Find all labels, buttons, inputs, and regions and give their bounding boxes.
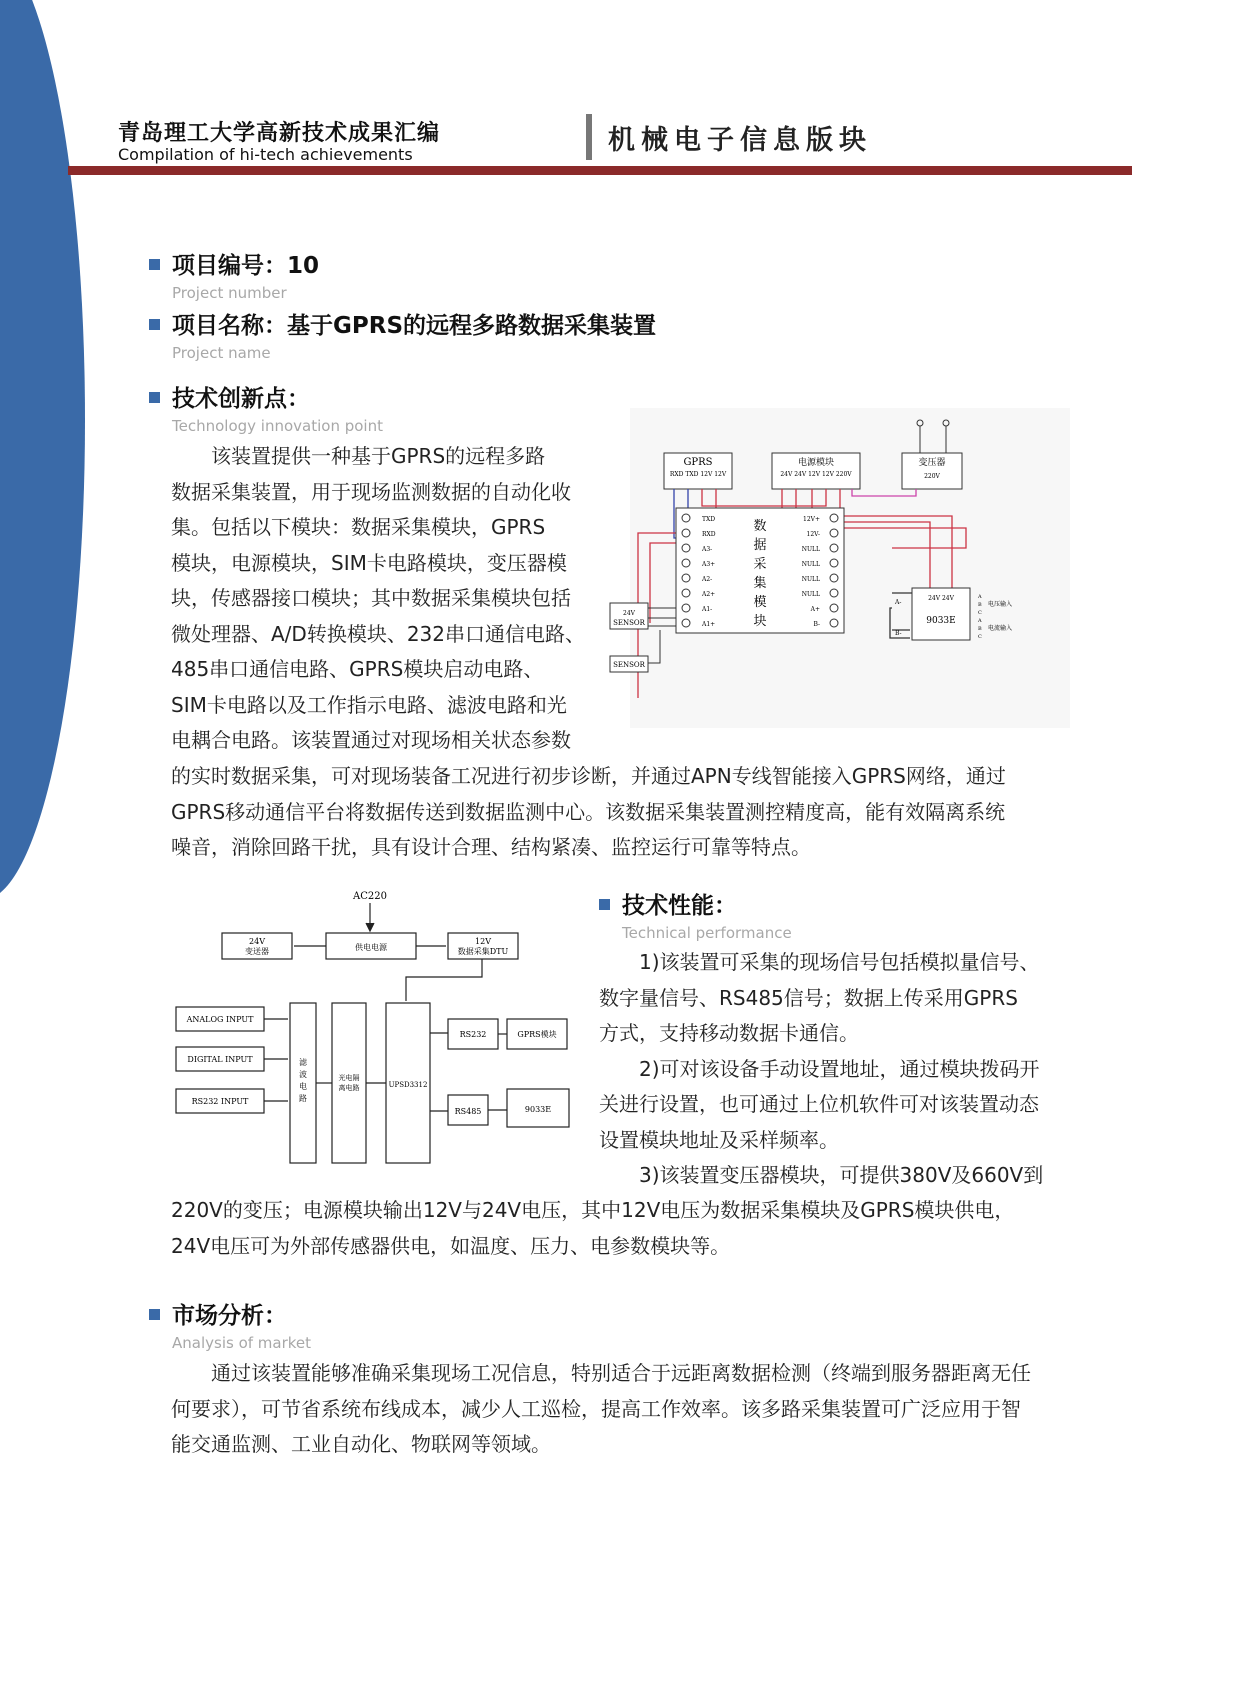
text-line: 数据采集装置，用于现场监测数据的自动化收: [171, 479, 571, 504]
project-name-section: [149, 307, 656, 362]
block-diagram: [170, 885, 580, 1175]
text-line: 电耦合电路。该装置通过对现场相关状态参数: [171, 728, 571, 752]
power-supply-label: 供电电源: [355, 943, 387, 952]
text-line: 485串口通信电路、GPRS模块启动电路、: [171, 657, 544, 681]
project-name-en: Project name: [172, 344, 271, 362]
pin-label: 12V+: [803, 516, 820, 523]
text-line: 方式，支持移动数据卡通信。: [599, 1021, 859, 1045]
pin-terminal-icon: [830, 559, 838, 567]
performance-en: Technical performance: [622, 924, 792, 942]
text-line: 设置模块地址及采样频率。: [599, 1127, 839, 1152]
bullet-square-icon: [149, 1309, 160, 1320]
text-line: 220V的变压；电源模块输出12V与24V电压，其中12V电压为数据采集模块及GPRS模块供电，: [171, 1198, 1015, 1222]
phase-b-label: B: [978, 626, 982, 632]
sensor1-label: SENSOR: [613, 619, 645, 627]
pin-label: A2-: [702, 576, 713, 583]
text-line: 噪音，消除回路干扰，具有设计合理、结构紧凑、监控运行可靠等特点。: [171, 835, 811, 859]
project-number-section: [149, 247, 319, 302]
market-text: [171, 1356, 1071, 1463]
pin-label: A+: [810, 606, 820, 613]
pin-terminal-icon: [830, 574, 838, 582]
bullet-square-icon: [149, 392, 160, 403]
pin-label: B-: [813, 621, 820, 628]
innovation-title: 技术创新点：: [172, 386, 310, 412]
pin-label: NULL: [801, 576, 820, 583]
rs232-input-label: RS232 INPUT: [191, 1097, 249, 1106]
text-line: 通过该装置能够准确采集现场工况信息，特别适合于远距离数据检测（终端到服务器距离无任: [171, 1361, 1031, 1385]
innovation-en: Technology innovation point: [172, 417, 383, 435]
gprs-module-label: GPRS模块: [517, 1030, 557, 1039]
meter-label: 9033E: [926, 616, 956, 626]
text-line: 24V电压可为外部传感器供电，如温度、压力、电参数模块等。: [171, 1233, 731, 1258]
performance-text-wide: [171, 1193, 1071, 1264]
text-line: 的实时数据采集，可对现场装备工况进行初步诊断，并通过APN专线智能接入GPRS网络，通过: [171, 764, 1006, 788]
module-char: 集: [753, 576, 767, 591]
pin-terminal-icon: [830, 619, 838, 627]
text-line: SIM卡电路以及工作指示电路、滤波电路和光: [171, 692, 567, 717]
voltage-input-label: 电压输入: [988, 601, 1013, 608]
pin-label: A3+: [702, 561, 716, 568]
header-divider: [586, 114, 592, 160]
pin-label: A1+: [702, 621, 716, 628]
pin-terminal-icon: [682, 604, 690, 612]
pin-label: A1-: [702, 606, 713, 613]
pin-terminal-icon: [682, 619, 690, 627]
header-title-en: Compilation of hi-tech achievements: [118, 145, 413, 164]
module-char: 块: [753, 614, 767, 629]
v12-label: 12V: [475, 937, 491, 946]
meter-pins-label: 24V 24V: [928, 595, 954, 602]
header-section-title: 机械电子信息版块: [608, 125, 872, 156]
pin-label: A3-: [702, 546, 713, 553]
dtu-label: 数据采集DTU: [457, 947, 509, 956]
pin-label: RXD: [702, 531, 716, 538]
pin-label: 12V-: [806, 531, 820, 538]
current-input-label: 电流输入: [988, 625, 1013, 632]
power-pins-label: 24V 24V 12V 12V 220V: [780, 471, 852, 478]
phase-a-label: A: [978, 618, 982, 624]
phase-b-label: B: [978, 602, 982, 608]
gprs-label: GPRS: [683, 457, 713, 468]
innovation-section: [149, 380, 383, 435]
performance-text-narrow: [599, 945, 1079, 1194]
pin-terminal-icon: [682, 559, 690, 567]
wiring-diagram: [613, 408, 1070, 728]
pin-terminal-icon: [682, 529, 690, 537]
bullet-square-icon: [149, 319, 160, 330]
module-char: 采: [753, 557, 767, 572]
bullet-square-icon: [599, 899, 610, 910]
pin-terminal-icon: [830, 544, 838, 552]
filter-char: 电: [299, 1082, 307, 1091]
pin-terminal-icon: [682, 574, 690, 582]
text-line: 模块，电源模块，SIM卡电路模块，变压器模: [171, 550, 567, 575]
text-line: 关进行设置，也可通过上位机软件可对该装置动态: [599, 1092, 1039, 1116]
opto-label: 离电路: [338, 1084, 360, 1092]
rs232-label: RS232: [459, 1030, 487, 1039]
text-line: 该装置提供一种基于GPRS的远程多路: [171, 444, 546, 468]
ac220-label: AC220: [353, 891, 387, 902]
innovation-text-narrow: [171, 439, 611, 759]
rs485-label: RS485: [454, 1107, 482, 1116]
text-line: 数字量信号、RS485信号；数据上传采用GPRS: [599, 985, 1018, 1010]
filter-char: 路: [299, 1094, 307, 1103]
header-title-cn: 青岛理工大学高新技术成果汇编: [118, 121, 441, 146]
transmitter-label: 变送器: [245, 947, 269, 956]
meter-a-label: A-: [895, 599, 902, 606]
pin-terminal-icon: [830, 604, 838, 612]
project-number: 项目编号：10: [172, 253, 320, 279]
text-line: 1)该装置可采集的现场信号包括模拟量信号、: [599, 950, 1040, 974]
project-number-en: Project number: [172, 284, 287, 302]
v24-label: 24V: [249, 937, 265, 946]
transformer-label: 变压器: [918, 458, 946, 468]
sensor2-label: SENSOR: [613, 661, 645, 669]
project-name-value: 基于GPRS的远程多路数据采集装置: [287, 313, 657, 339]
pin-label: NULL: [801, 591, 820, 598]
market-title: 市场分析：: [172, 1303, 287, 1329]
text-line: 3)该装置变压器模块，可提供380V及660V到: [599, 1163, 1044, 1187]
filter-char: 滤: [299, 1058, 307, 1067]
project-name-label: 项目名称：: [172, 313, 287, 339]
sensor1-pin-label: 24V: [623, 610, 635, 617]
market-section: [149, 1297, 311, 1352]
text-line: 块，传感器接口模块；其中数据采集模块包括: [171, 586, 571, 610]
meter-b-label: B-: [895, 630, 902, 637]
pin-terminal-icon: [830, 514, 838, 522]
pin-terminal-icon: [830, 589, 838, 597]
filter-char: 波: [299, 1070, 307, 1079]
performance-section: [599, 887, 792, 942]
phase-a-label: A: [978, 594, 982, 600]
digital-input-label: DIGITAL INPUT: [187, 1055, 253, 1064]
pin-terminal-icon: [682, 544, 690, 552]
text-line: 2)可对该设备手动设置地址，通过模块拨码开: [599, 1056, 1040, 1081]
text-line: 何要求），可节省系统布线成本，减少人工巡检，提高工作效率。该多路采集装置可广泛应用于智: [171, 1396, 1021, 1421]
pin-label: A2+: [702, 591, 716, 598]
module-char: 模: [753, 595, 767, 610]
analog-input-label: ANALOG INPUT: [186, 1015, 254, 1024]
gprs-pins-label: RXD TXD 12V 12V: [669, 471, 727, 478]
blue-side-decoration: [0, 0, 85, 900]
phase-c-label: C: [978, 634, 982, 640]
meter-9033e-label: 9033E: [524, 1105, 552, 1114]
market-en: Analysis of market: [172, 1334, 312, 1352]
performance-title: 技术性能：: [622, 893, 737, 919]
module-char: 数: [753, 519, 767, 534]
innovation-text-wide: [171, 759, 1071, 866]
pin-label: NULL: [801, 546, 820, 553]
text-line: 能交通监测、工业自动化、物联网等领域。: [171, 1432, 551, 1456]
pin-label: TXD: [702, 516, 716, 523]
transformer-pins-label: 220V: [924, 473, 940, 480]
opto-label: 光电隔: [338, 1074, 360, 1082]
power-module-label: 电源模块: [797, 458, 835, 468]
text-line: 集。包括以下模块：数据采集模块，GPRS: [171, 515, 546, 539]
upsd-label: UPSD3312: [388, 1081, 428, 1089]
pin-terminal-icon: [830, 529, 838, 537]
pin-terminal-icon: [682, 589, 690, 597]
header-rule: [68, 166, 1132, 175]
module-char: 据: [753, 538, 767, 553]
phase-c-label: C: [978, 610, 982, 616]
bullet-square-icon: [149, 259, 160, 270]
text-line: GPRS移动通信平台将数据传送到数据监测中心。该数据采集装置测控精度高，能有效隔离系统: [171, 799, 1006, 824]
text-line: 微处理器、A/D转换模块、232串口通信电路、: [171, 621, 585, 646]
pin-label: NULL: [801, 561, 820, 568]
pin-terminal-icon: [682, 514, 690, 522]
